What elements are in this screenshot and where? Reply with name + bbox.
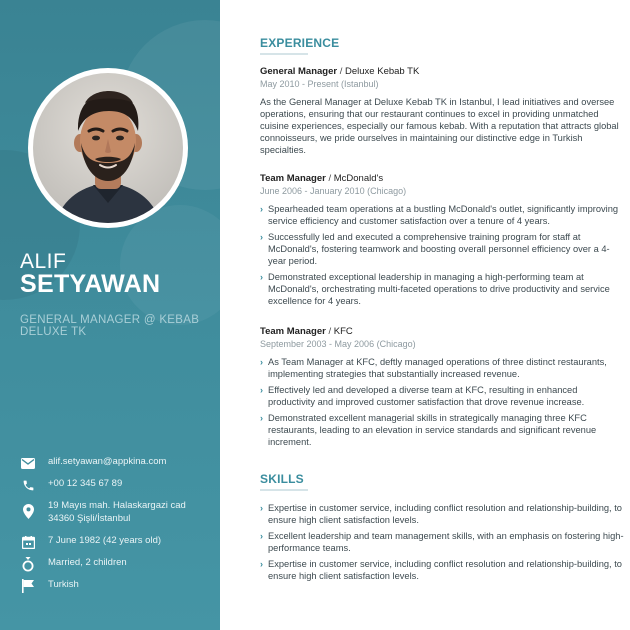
job-description: As the General Manager at Deluxe Kebab TK in Istanbul, I lead initiatives and oversee operations, ensuring that our restaurant continues to excel in providing unmatched cuisine experiences, especially our famous kebab. With a reputation that attracts global connoisseurs, we pride ourselves in maintaining our distinctive edge in Turkish specialties. (260, 97, 619, 155)
experience-heading-underline (260, 53, 308, 55)
job-bullet: › Demonstrated exceptional leadership in managing a high-performing team at McDonald's, orchestrating multi-faceted operations to drive productivity and service excellence for 4 years. (260, 272, 610, 306)
first-name: ALIF (20, 250, 67, 273)
skill-item: › Expertise in customer service, including conflict resolution and relationship-building, to ensure high client satisfaction levels. (260, 559, 622, 581)
job-entry (260, 326, 626, 452)
job-separator: / (328, 173, 334, 184)
contact-address-text: 19 Mayıs mah. Halaskargazi cad 34360 Şişli/İstanbul (48, 500, 186, 524)
skill-item: › Expertise in customer service, including conflict resolution and relationship-building, to ensure high client satisfaction levels. (260, 503, 622, 525)
job-bullets (260, 356, 626, 448)
chevron-right-icon: › (260, 232, 263, 242)
ring-icon (20, 556, 36, 572)
job-bullet: › Spearheaded team operations at a bustling McDonald's outlet, significantly improving service efficiency and customer satisfaction over a tenure of 4 years. (260, 204, 619, 226)
job-entry (260, 173, 626, 311)
last-name: SETYAWAN (20, 270, 161, 298)
contact-marital-status-text: Married, 2 children (48, 557, 127, 568)
job-heading (260, 326, 626, 338)
contact-phone-text: +00 12 345 67 89 (48, 478, 123, 489)
contact-marital-status (20, 556, 208, 572)
job-company: Deluxe Kebab TK (345, 66, 420, 77)
job-date: June 2006 - January 2010 (Chicago) (260, 186, 407, 196)
chevron-right-icon: › (260, 503, 263, 513)
contact-email-text: alif.setyawan@appkina.com (48, 456, 167, 467)
contact-birthdate-text: 7 June 1982 (42 years old) (48, 535, 162, 546)
job-role: General Manager (260, 66, 338, 77)
job-separator: / (328, 326, 334, 337)
job-bullet: › Effectively led and developed a diverse team at KFC, resulting in enhanced productivity and improved customer satisfaction that drove revenue increase. (260, 385, 585, 407)
chevron-right-icon: › (260, 559, 263, 569)
location-pin-icon (20, 503, 36, 519)
job-bullet: › Demonstrated excellent managerial skills in strategically managing three KFC restaurants, leading to an elevation in service standards and significant revenue increment. (260, 413, 597, 447)
chevron-right-icon: › (260, 204, 263, 214)
contact-phone[interactable] (20, 477, 208, 493)
contact-nationality (20, 578, 208, 594)
flag-icon (20, 578, 36, 594)
job-role: Team Manager (260, 326, 326, 337)
chevron-right-icon: › (260, 272, 263, 282)
job-entry (260, 66, 626, 156)
skills-heading-underline (260, 489, 308, 491)
sidebar (0, 0, 220, 630)
contact-birthdate (20, 534, 208, 550)
job-date: May 2010 - Present (Istanbul) (260, 79, 379, 89)
job-bullet: › Successfully led and executed a comprehensive training program for staff at McDonald's, fostering teamwork and boosting overall personnel efficiency over a 4-year period. (260, 232, 610, 266)
chevron-right-icon: › (260, 531, 263, 541)
portrait-illustration (33, 73, 183, 223)
job-company: McDonald's (333, 173, 384, 184)
calendar-icon (20, 534, 36, 550)
skills-heading: SKILLS (260, 472, 304, 486)
job-separator: / (339, 66, 346, 77)
profile-photo (33, 73, 183, 223)
email-icon (20, 455, 36, 471)
contact-email[interactable] (20, 455, 208, 471)
contact-address (20, 499, 198, 525)
job-date: September 2003 - May 2006 (Chicago) (260, 339, 416, 349)
skills-list (260, 502, 626, 586)
job-bullet: › As Team Manager at KFC, deftly managed operations of three distinct restaurants, implementing strategies that substantially increased revenue. (260, 357, 607, 379)
chevron-right-icon: › (260, 385, 263, 395)
profile-photo-frame (28, 68, 188, 228)
experience-heading: EXPERIENCE (260, 36, 340, 50)
job-company: KFC (333, 326, 353, 337)
job-heading (260, 66, 626, 78)
job-heading (260, 173, 626, 185)
phone-icon (20, 477, 36, 493)
skill-item: › Excellent leadership and team management skills, with an emphasis on fostering high-performance teams. (260, 531, 624, 553)
contact-nationality-text: Turkish (48, 579, 79, 590)
job-bullets (260, 203, 626, 307)
main-content (220, 0, 630, 630)
chevron-right-icon: › (260, 413, 263, 423)
chevron-right-icon: › (260, 357, 263, 367)
job-title: GENERAL MANAGER @ KEBAB DELUXE TK (20, 314, 200, 338)
job-role: Team Manager (260, 173, 326, 184)
